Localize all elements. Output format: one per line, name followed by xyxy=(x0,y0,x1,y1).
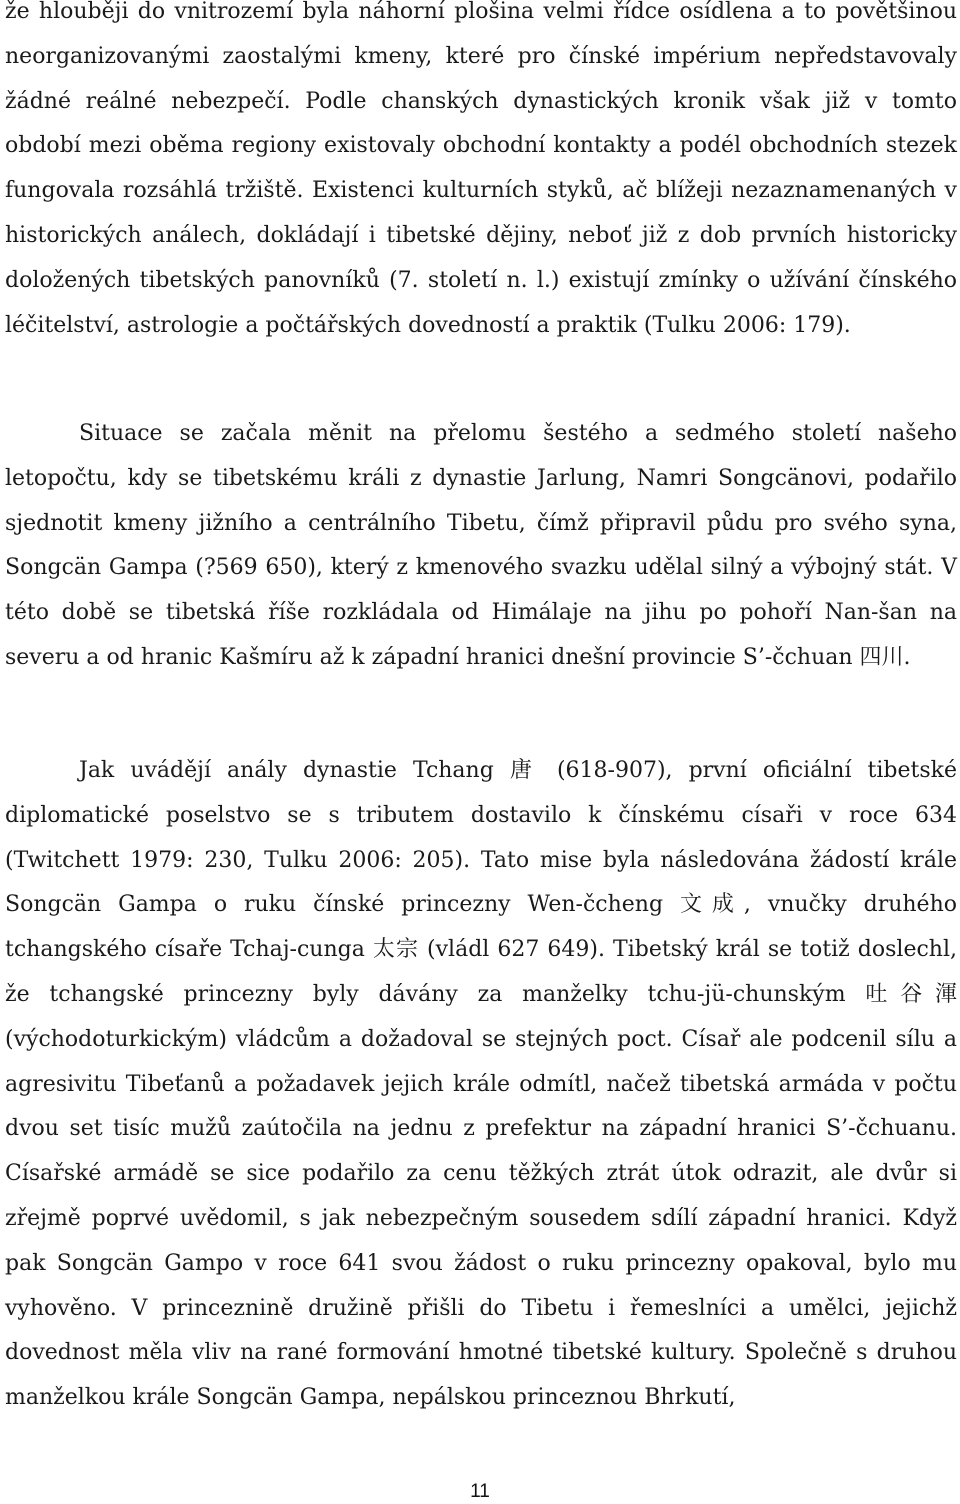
paragraph-2: Situace se začala měnit na přelomu šestého a sedmého století našeho letopočtu, kdy se tibetskému králi z dynastie Jarlung, Namri Songcänovi, podařilo sjednotit kmeny jižního a centrálního Tibetu, čímž připravil půdu pro svého syna, Songcän Gampa (?569 650), který z kmenového svazku udělal silný a výbojný stát. V této době se tibetská říše rozkládala od Himálaje na jihu po pohoří Nan-šan na severu a od hranic Kašmíru až k západní hranici dnešní provincie S’-čchuan 四川. xyxy=(5,421,957,670)
paragraph-1: že hlouběji do vnitrozemí byla náhorní plošina velmi řídce osídlena a to povětšinou neorganizovanými zaostalými kmeny, které pro čínské impérium nepředstavovaly žádné reálné nebezpečí. Podle chanských dynastických kronik však již v tomto období mezi oběma regiony existovaly obchodní kontakty a podél obchodních stezek fungovala rozsáhlá tržiště. Existenci kulturních styků, ač blížeji nezaznamenaných v historických análech, dokládají i tibetské dějiny, neboť již z dob prvních historicky doložených tibetských panovníků (7. století n. l.) existují zmínky o užívání čínského léčitelství, astrologie a počtářských dovedností a praktik (Tulku 2006: 179). xyxy=(5,0,957,338)
page-number: 11 xyxy=(470,1481,490,1502)
paragraph-3: Jak uvádějí anály dynastie Tchang 唐 (618-907), první oficiální tibetské diplomatické poselstvo se s tributem dostavilo k čínskému císaři v roce 634 (Twitchett 1979: 230, Tulku 2006: 205). Tato mise byla následována žádostí krále Songcän Gampa o ruku čínské princezny Wen-čcheng 文成, vnučky druhého tchangského císaře Tchaj-cunga 太宗 (vládl 627 649). Tibetský král se totiž doslechl, že tchangské princezny byly dávány za manželky tchu-jü-chunským 吐谷渾 (východoturkickým) vládcům a dožadoval se stejných poct. Císař ale podcenil sílu a agresivitu Tibeťanů a požadavek jejich krále odmítl, načež tibetská armáda v počtu dvou set tisíc mužů zaútočila na jednu z prefektur na západní hranici S’-čchuanu. Císařské armádě se sice podařilo za cenu těžkých ztrát útok odrazit, ale dvůr si zřejmě poprvé uvědomil, s jak nebezpečným sousedem sdílí západní hranici. Když pak Songcän Gampo v roce 641 svou žádost o ruku princezny opakoval, bylo mu vyhověno. V princeznině družině přišli do Tibetu i řemeslníci a umělci, jejichž dovednost měla vliv na rané formování hmotné tibetské kultury. Společně s druhou manželkou krále Songcän Gampa, nepálskou princeznou Bhrkutí, xyxy=(5,758,957,1411)
